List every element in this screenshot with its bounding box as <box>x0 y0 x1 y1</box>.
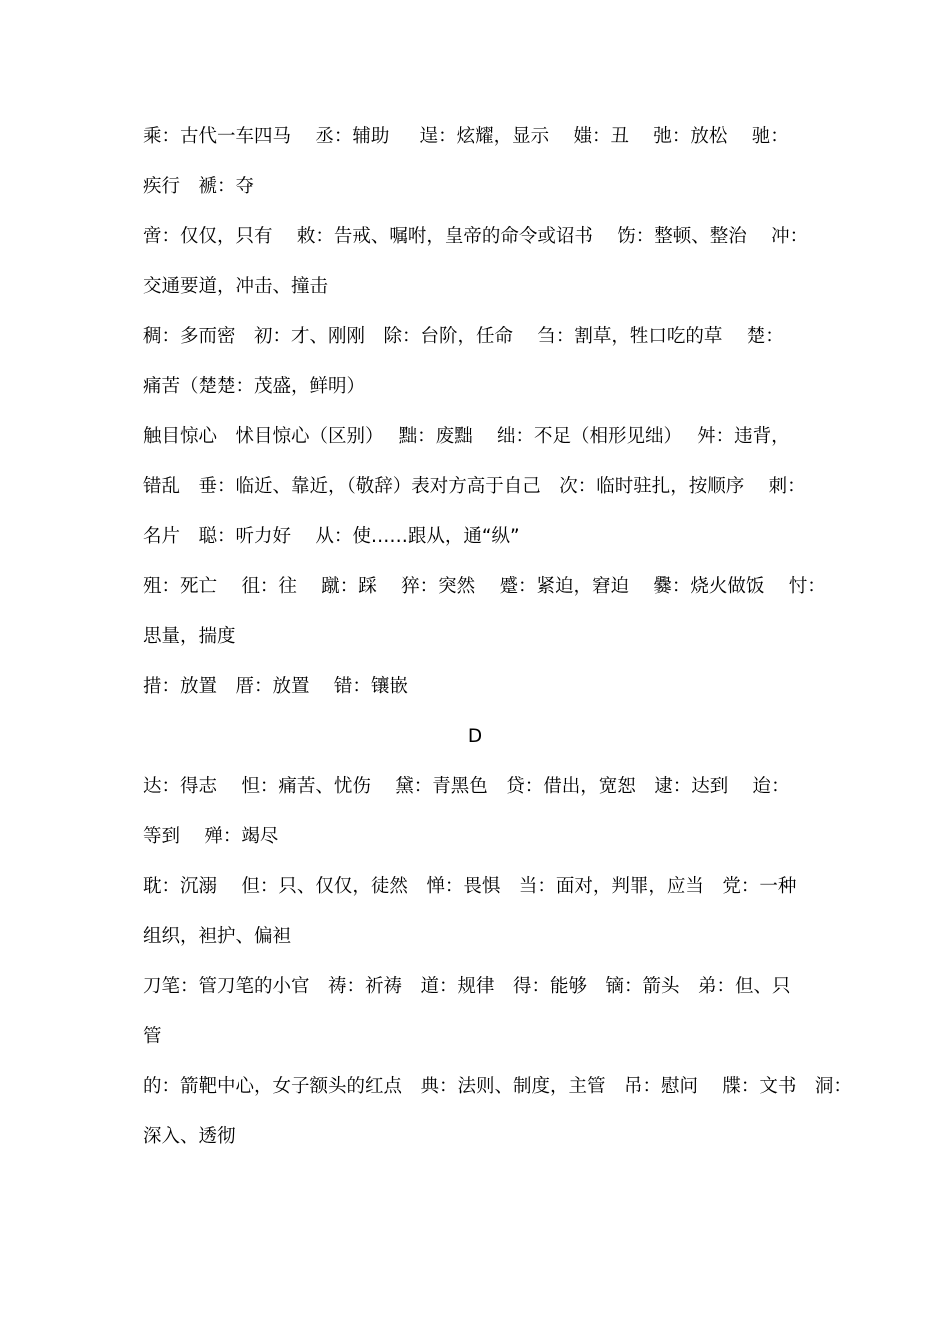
text-line: 措：放置 厝：放置 错：镶嵌 <box>143 676 408 697</box>
text-line: 思量，揣度 <box>143 626 236 647</box>
text-line: 深入、透彻 <box>143 1126 236 1147</box>
text-line: 交通要道，冲击、撞击 <box>143 276 329 297</box>
text-line: 殂：死亡 徂：往 蹴：踩 猝：突然 蹙：紧迫，窘迫 爨：烧火做饭 忖： <box>143 576 826 597</box>
text-line: 痛苦（楚楚：茂盛，鲜明） <box>143 376 366 397</box>
text-line: 啻：仅仅，只有 敕：告戒、嘱咐，皇帝的命令或诏书 饬：整顿、整治 冲： <box>143 226 809 247</box>
text-line: 乘：古代一车四马 丞：辅助 逞：炫耀，显示 媸：丑 弛：放松 驰： <box>143 126 789 147</box>
text-line: 的：箭靶中心，女子额头的红点 典：法则、制度，主管 吊：慰问 牒：文书 洞： <box>143 1076 852 1097</box>
text-line: 错乱 垂：临近、靠近，（敬辞）表对方高于自己 次：临时驻扎，按顺序 刺： <box>143 476 806 497</box>
text-line: 组织，袒护、偏袒 <box>143 926 292 947</box>
text-line: 疾行 褫：夺 <box>143 176 255 197</box>
text-line: 名片 聪：听力好 从：使……跟从，通“纵” <box>143 526 520 547</box>
section-heading-d: D <box>467 726 483 747</box>
text-line: 刀笔：管刀笔的小官 祷：祈祷 道：规律 得：能够 镝：箭头 弟：但、只 <box>143 976 791 997</box>
text-line: 达：得志 怛：痛苦、忧伤 黛：青黑色 贷：借出，宽恕 逮：达到 迨： <box>143 776 790 797</box>
glossary-text <box>143 112 852 1162</box>
text-line: 稠：多而密 初：才、刚刚 除：台阶，任命 刍：割草，牲口吃的草 楚： <box>143 326 784 347</box>
text-line: 等到 殚：竭尽 <box>143 826 279 847</box>
text-line: 耽：沉溺 但：只、仅仅，徒然 惮：畏惧 当：面对，判罪，应当 党：一种 <box>143 876 797 897</box>
text-line: 管 <box>143 1026 162 1047</box>
text-line: 触目惊心 怵目惊心（区别） 黜：废黜 绌：不足（相形见绌） 舛：违背， <box>143 426 790 447</box>
